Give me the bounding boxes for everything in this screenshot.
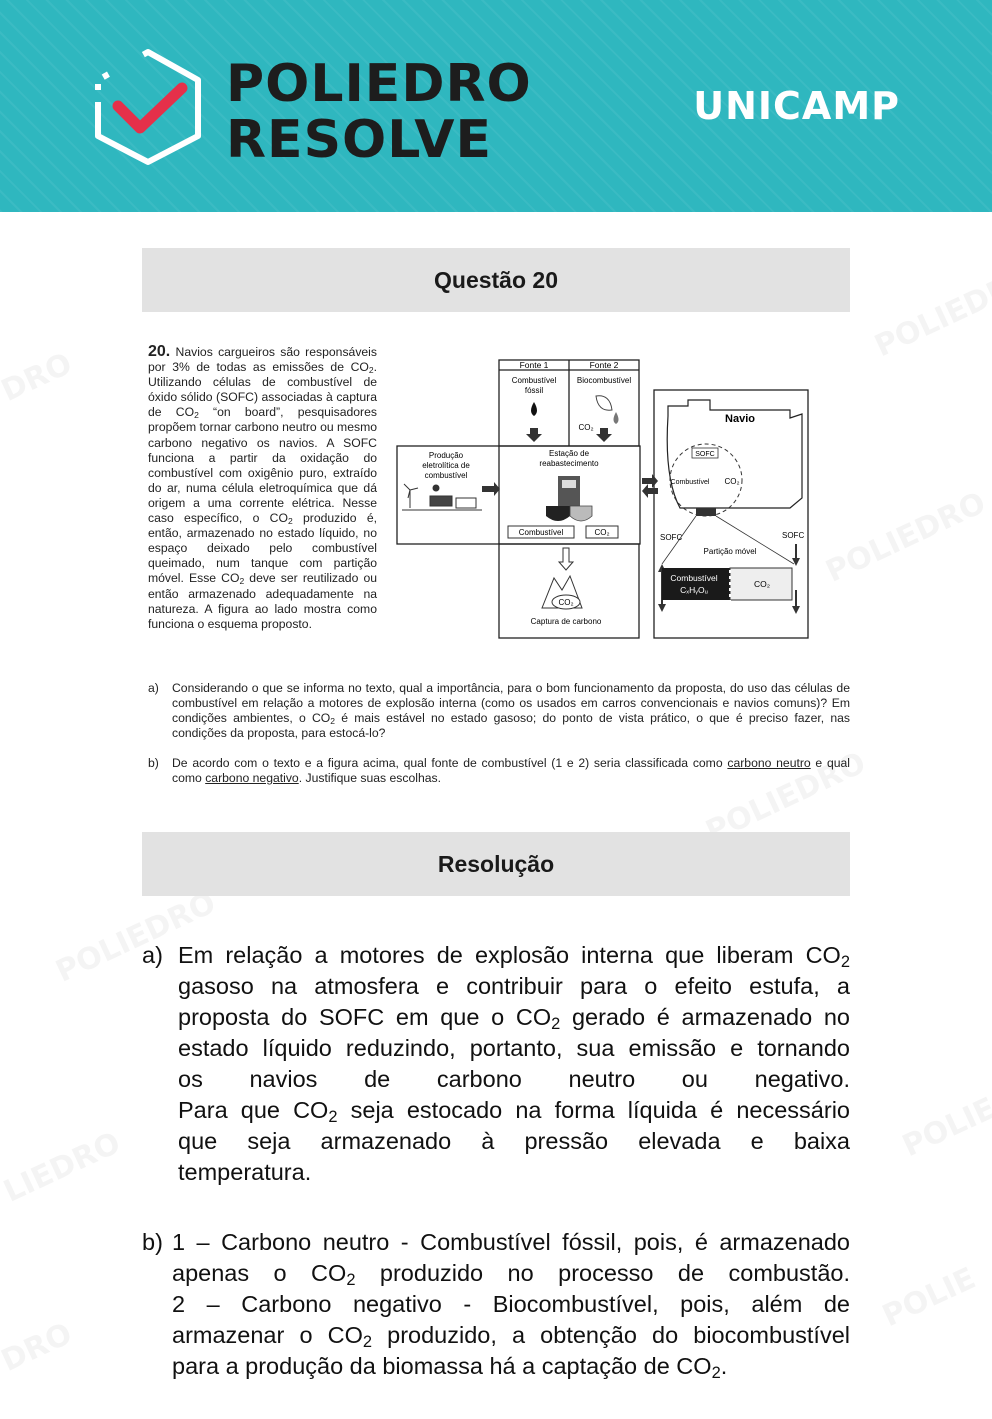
subscript: 2 <box>346 1271 356 1290</box>
statement-part: . Utilizando células de combustível de óxido sólido (SOFC) associadas à captura de CO <box>148 360 377 420</box>
answer-part: . <box>720 1353 728 1379</box>
producao-label-3: combustível <box>424 471 468 480</box>
question-statement <box>148 344 377 632</box>
answer-b-text <box>172 1227 850 1382</box>
ship-co2-label: CO₂ <box>724 477 740 486</box>
brand-line-1: POLIEDRO <box>226 54 532 114</box>
subscript: 2 <box>711 1364 721 1383</box>
watermark <box>877 1261 981 1334</box>
arrow-down-icon <box>792 544 800 566</box>
producao-label-1: Produção <box>428 451 464 460</box>
watermark <box>0 1316 77 1379</box>
tank-formula-label: CₓHᵧOᵤ <box>680 585 708 595</box>
answer-line <box>178 1095 850 1126</box>
sofc-left-label: SOFC <box>660 533 683 542</box>
answer-line <box>178 940 850 971</box>
sofc-scheme-figure <box>396 358 810 640</box>
answer-a-label: a) <box>142 942 163 968</box>
biocombustivel-label: Biocombustível <box>576 376 632 385</box>
answer-line: estado líquido reduzindo, portanto, sua emissão e tornando <box>178 1035 850 1061</box>
tank-fuel-label: Combustível <box>670 573 718 583</box>
brand-line-2: RESOLVE <box>226 110 492 170</box>
combustivel-label: Combustível <box>511 376 557 385</box>
item-a-label: a) <box>148 681 159 695</box>
captura-co2-label: CO₂ <box>558 598 574 607</box>
particao-label: Partição móvel <box>703 547 757 556</box>
arrow-right-icon <box>482 482 500 496</box>
fossil-label: fóssil <box>524 386 544 395</box>
arrow-down-icon <box>792 590 800 614</box>
answer-a-text <box>178 940 850 1188</box>
oil-drop-icon <box>531 402 537 416</box>
answer-line <box>172 1351 850 1382</box>
resolution-title: Resolução <box>437 850 555 877</box>
subscript: 2 <box>551 1015 561 1034</box>
answer-line <box>178 1002 850 1033</box>
watermark <box>0 1125 126 1209</box>
item-text-part: é mais estável no estado gasoso; do ponto de vista prático, o que é preciso fazer, nas condições da proposta, para estocá-lo? <box>172 711 851 740</box>
item-b <box>148 756 850 786</box>
answer-b <box>142 1227 850 1382</box>
sofc-inner-label: SOFC <box>695 451 715 458</box>
refueling-station-icon <box>546 476 592 521</box>
underlined-term: carbono negativo <box>205 771 299 785</box>
captura-label: Captura de carbono <box>530 617 602 626</box>
arrow-right-icon <box>642 474 658 488</box>
answer-line <box>172 1258 850 1289</box>
item-b-text <box>172 756 850 786</box>
underlined-term: carbono neutro <box>727 756 811 770</box>
answer-line <box>172 1320 850 1351</box>
answer-part: para a produção da biomassa há a captação de CO <box>172 1353 712 1379</box>
co2-box-label: CO₂ <box>594 528 610 537</box>
arrow-left-icon <box>642 484 658 498</box>
watermark <box>869 271 992 365</box>
ship-fuel-label: Combustível <box>670 479 710 486</box>
answer-part: Para que CO <box>178 1097 329 1123</box>
subscript: 2 <box>239 576 245 587</box>
item-text-part: . Justifique suas escolhas. <box>298 771 441 785</box>
bio-drop-icon <box>614 412 619 424</box>
watermark <box>821 485 991 589</box>
tank-co2-label: CO₂ <box>753 579 771 589</box>
estacao-label-1: Estação de <box>548 449 590 458</box>
answer-line: 2 – Carbono negativo - Biocombustível, pois, além de <box>172 1291 850 1317</box>
answer-part: apenas o CO <box>172 1260 347 1286</box>
item-a <box>148 681 850 741</box>
arrow-down-icon <box>596 428 612 442</box>
answer-part: produzido, a obtenção do biocombustível <box>372 1322 850 1348</box>
answer-part: gerado é armazenado no <box>560 1004 850 1030</box>
answer-line: temperatura. <box>178 1159 312 1185</box>
item-a-text <box>172 681 850 741</box>
question-title: Questão 20 <box>434 266 558 293</box>
estacao-label-2: reabastecimento <box>539 459 599 468</box>
navio-label: Navio <box>725 413 755 425</box>
fonte2-label: Fonte 2 <box>589 360 619 370</box>
statement-part: “on board”, pesquisadores propõem tornar carbono neutro ou mesmo carbono negativo os navios. A SOFC funciona a partir da oxidação do combustível com oxigênio puro, extraído do ar, numa célula eletroquímica que dá origem a uma corrente elétrica. Nesse caso específico, o CO <box>148 405 377 526</box>
answer-part: armazenar o CO <box>172 1322 363 1348</box>
subscript: 2 <box>840 953 850 972</box>
header-banner <box>0 0 992 212</box>
answer-part: Em relação a motores de explosão interna que liberam CO <box>178 942 841 968</box>
fuel-box-label: Combustível <box>518 528 564 537</box>
subscript: 2 <box>362 1333 373 1352</box>
question-title-bar <box>142 248 850 312</box>
item-text-part: De acordo com o texto e a figura acima, qual fonte de combustível (1 e 2) seria classificada como <box>172 756 728 770</box>
exam-name: UNICAMP <box>693 84 900 128</box>
answer-part: produzido no processo de combustão. <box>355 1260 850 1286</box>
statement-part: produzido é, então, armazenado no estado líquido, no espaço deixado pelo combustível queimado, num tanque com partição móvel. Esse CO <box>148 511 377 586</box>
answer-a <box>142 940 850 1188</box>
item-b-label: b) <box>148 756 159 770</box>
watermark <box>0 346 77 409</box>
question-number: 20. <box>148 343 171 360</box>
item-text-part: Considerando o que se informa no texto, qual a importância, para o bom funcionamento da proposta, do uso das células de combustível em relação a motores de explosão interna (como os usados em carros convencionais e navios comuns)? Em condições ambientes, o CO <box>172 681 850 725</box>
answer-line: gasoso na atmosfera e contribuir para o efeito estufa, a <box>178 973 850 999</box>
renewables-icon <box>402 484 482 510</box>
arrow-down-icon <box>559 548 573 570</box>
subscript: 2 <box>330 716 335 727</box>
sofc-right-label: SOFC <box>782 531 805 540</box>
answer-part: seja estocado na forma líquida é necessário <box>337 1097 850 1123</box>
arrow-down-icon <box>526 428 542 442</box>
item-text-part: e qual como <box>172 756 850 785</box>
producao-label-2: eletrolítica de <box>422 461 470 470</box>
poliedro-logo-icon <box>92 48 204 166</box>
leaf-icon <box>596 396 612 410</box>
answer-line: os navios de carbono neutro ou negativo. <box>178 1066 850 1092</box>
brand-name <box>226 54 532 170</box>
subscript: 2 <box>287 516 293 527</box>
statement-part: deve ser reutilizado ou então armazenado adequadamente na natureza. A figura ao lado mostra como funciona o esquema proposto. <box>148 571 378 631</box>
resolution-title-bar <box>142 832 850 896</box>
statement-part: Navios cargueiros são responsáveis por 3% de todas as emissões de CO <box>148 345 377 375</box>
answer-b-label: b) <box>142 1229 163 1255</box>
subscript: 2 <box>368 365 374 376</box>
fonte1-label: Fonte 1 <box>519 360 549 370</box>
answer-line: que seja armazenado à pressão elevada e baixa <box>178 1128 850 1154</box>
subscript: 2 <box>328 1108 338 1127</box>
watermark <box>897 1091 992 1164</box>
answer-line: 1 – Carbono neutro - Combustível fóssil, pois, é armazenado <box>172 1229 850 1255</box>
co2-label: CO₂ <box>578 423 594 432</box>
answer-part: proposta do SOFC em que o CO <box>178 1004 552 1030</box>
subscript: 2 <box>194 410 199 421</box>
